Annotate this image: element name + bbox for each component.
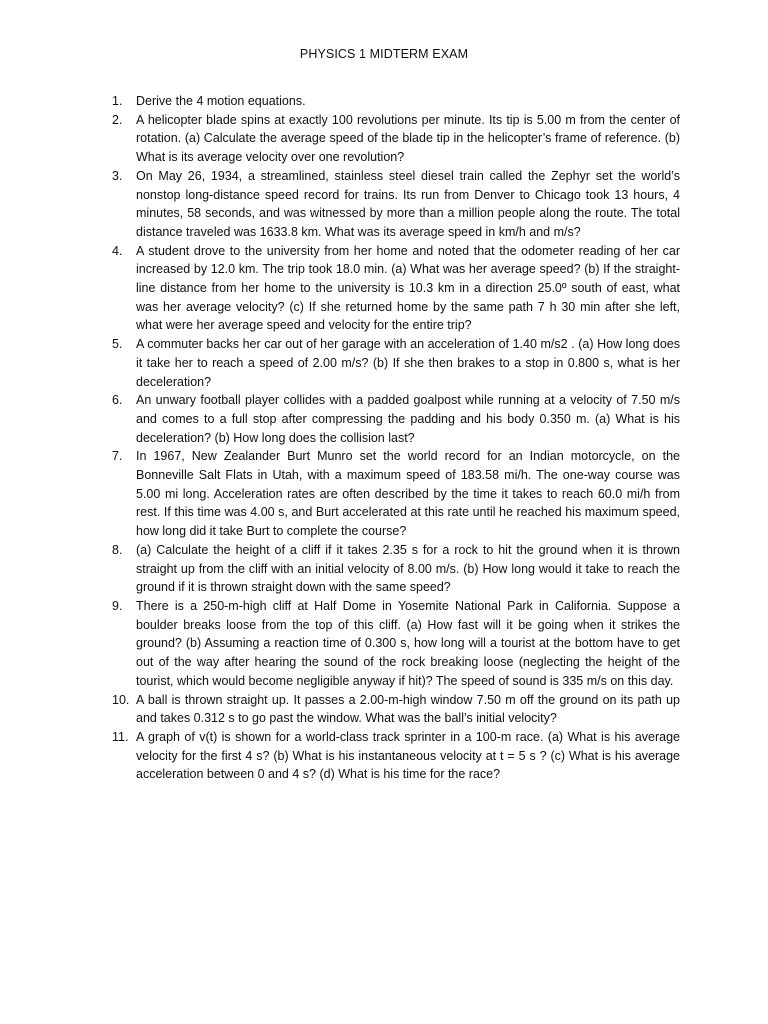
question-number: 10. — [112, 692, 130, 707]
question-text: A helicopter blade spins at exactly 100 revolutions per minute. Its tip is 5.00 m from the center of rotation. (a) Calculate the average speed of the blade tip in the helicopter’s frame of reference. (b) What is its average velocity over one revolution? — [136, 112, 680, 165]
question-number: 2. — [112, 112, 123, 127]
question-item — [112, 242, 680, 336]
question-item — [112, 111, 680, 167]
exam-title: PHYSICS 1 MIDTERM EXAM — [299, 47, 469, 61]
question-item — [112, 597, 680, 691]
question-item — [112, 391, 680, 447]
question-number: 5. — [112, 337, 123, 352]
question-text: There is a 250-m-high cliff at Half Dome in Yosemite National Park in California. Suppose a boulder breaks loose from the top of this cliff. (a) How fast will it be going when it strikes the ground? (b) Assuming a reaction time of 0.300 s, how long will a tourist at the bottom have to get out of the way after hearing the sound of the rock breaking loose (neglecting the height of the tourist, which would become negligible anyway if hit)? The speed of sound is 335 m/s on this day. — [136, 598, 680, 688]
question-item — [112, 728, 680, 784]
question-item — [112, 541, 680, 597]
question-number: 11. — [112, 729, 129, 744]
question-item — [112, 335, 680, 391]
question-text: A ball is thrown straight up. It passes a 2.00-m-high window 7.50 m off the ground on its path up and takes 0.312 s to go past the window. What was the ball’s initial velocity? — [136, 692, 680, 726]
question-number: 3. — [112, 168, 123, 183]
question-item — [112, 447, 680, 541]
question-number: 6. — [112, 393, 123, 408]
question-number: 1. — [112, 94, 123, 108]
question-number: 8. — [112, 542, 123, 557]
question-text: Derive the 4 motion equations. — [136, 94, 306, 108]
question-number: 9. — [112, 598, 123, 613]
question-number: 7. — [112, 449, 123, 464]
question-text: (a) Calculate the height of a cliff if it takes 2.35 s for a rock to hit the ground when it is thrown straight up from the cliff with an initial velocity of 8.00 m/s. (b) How long would it take to reach the ground if it is thrown straight down with the same speed? — [136, 542, 680, 595]
question-number: 4. — [112, 243, 123, 258]
question-item — [112, 691, 680, 728]
question-text: An unwary football player collides with a padded goalpost while running at a velocity of 7.50 m/s and comes to a full stop after compressing the padding and his body 0.350 m. (a) What is his deceleration? (b) How long does the collision last? — [136, 393, 680, 445]
question-text: A commuter backs her car out of her garage with an acceleration of 1.40 m/s2 . (a) How long does it take her to reach a speed of 2.00 m/s? (b) If she then brakes to a stop in 0.800 s, what is her deceleration? — [136, 337, 680, 389]
question-list — [112, 92, 680, 784]
question-item — [112, 167, 680, 242]
question-item — [112, 92, 680, 111]
question-text: On May 26, 1934, a streamlined, stainless steel diesel train called the Zephyr set the world’s nonstop long-distance speed record for trains. Its run from Denver to Chicago took 13 hours, 4 minutes, 58 seconds, and was witnessed by more than a million people along the route. The total distance traveled was 1633.8 km. What was its average speed in km/h and m/s? — [136, 168, 680, 239]
question-text: A student drove to the university from her home and noted that the odometer reading of her car increased by 12.0 km. The trip took 18.0 min. (a) What was her average speed? (b) If the straight-line distance from her home to the university is 10.3 km in a direction 25.0º south of east, what was her average velocity? (c) If she returned home by the same path 7 h 30 min after she left, what were her average speed and velocity for the entire trip? — [136, 243, 680, 333]
question-text: In 1967, New Zealander Burt Munro set the world record for an Indian motorcycle, on the Bonneville Salt Flats in Utah, with a maximum speed of 183.58 mi/h. The one-way course was 5.00 mi long. Acceleration rates are often described by the time it takes to reach 60.0 mi/h from rest. If this time was 4.00 s, and Burt accelerated at this rate until he reached his maximum speed, how long did it take Burt to complete the course? — [136, 449, 680, 539]
question-text: A graph of v(t) is shown for a world-class track sprinter in a 100-m race. (a) What is his average velocity for the first 4 s? (b) What is his instantaneous velocity at t = 5 s ? (c) What is his average acceleration between 0 and 4 s? (d) What is his time for the race? — [136, 729, 680, 782]
